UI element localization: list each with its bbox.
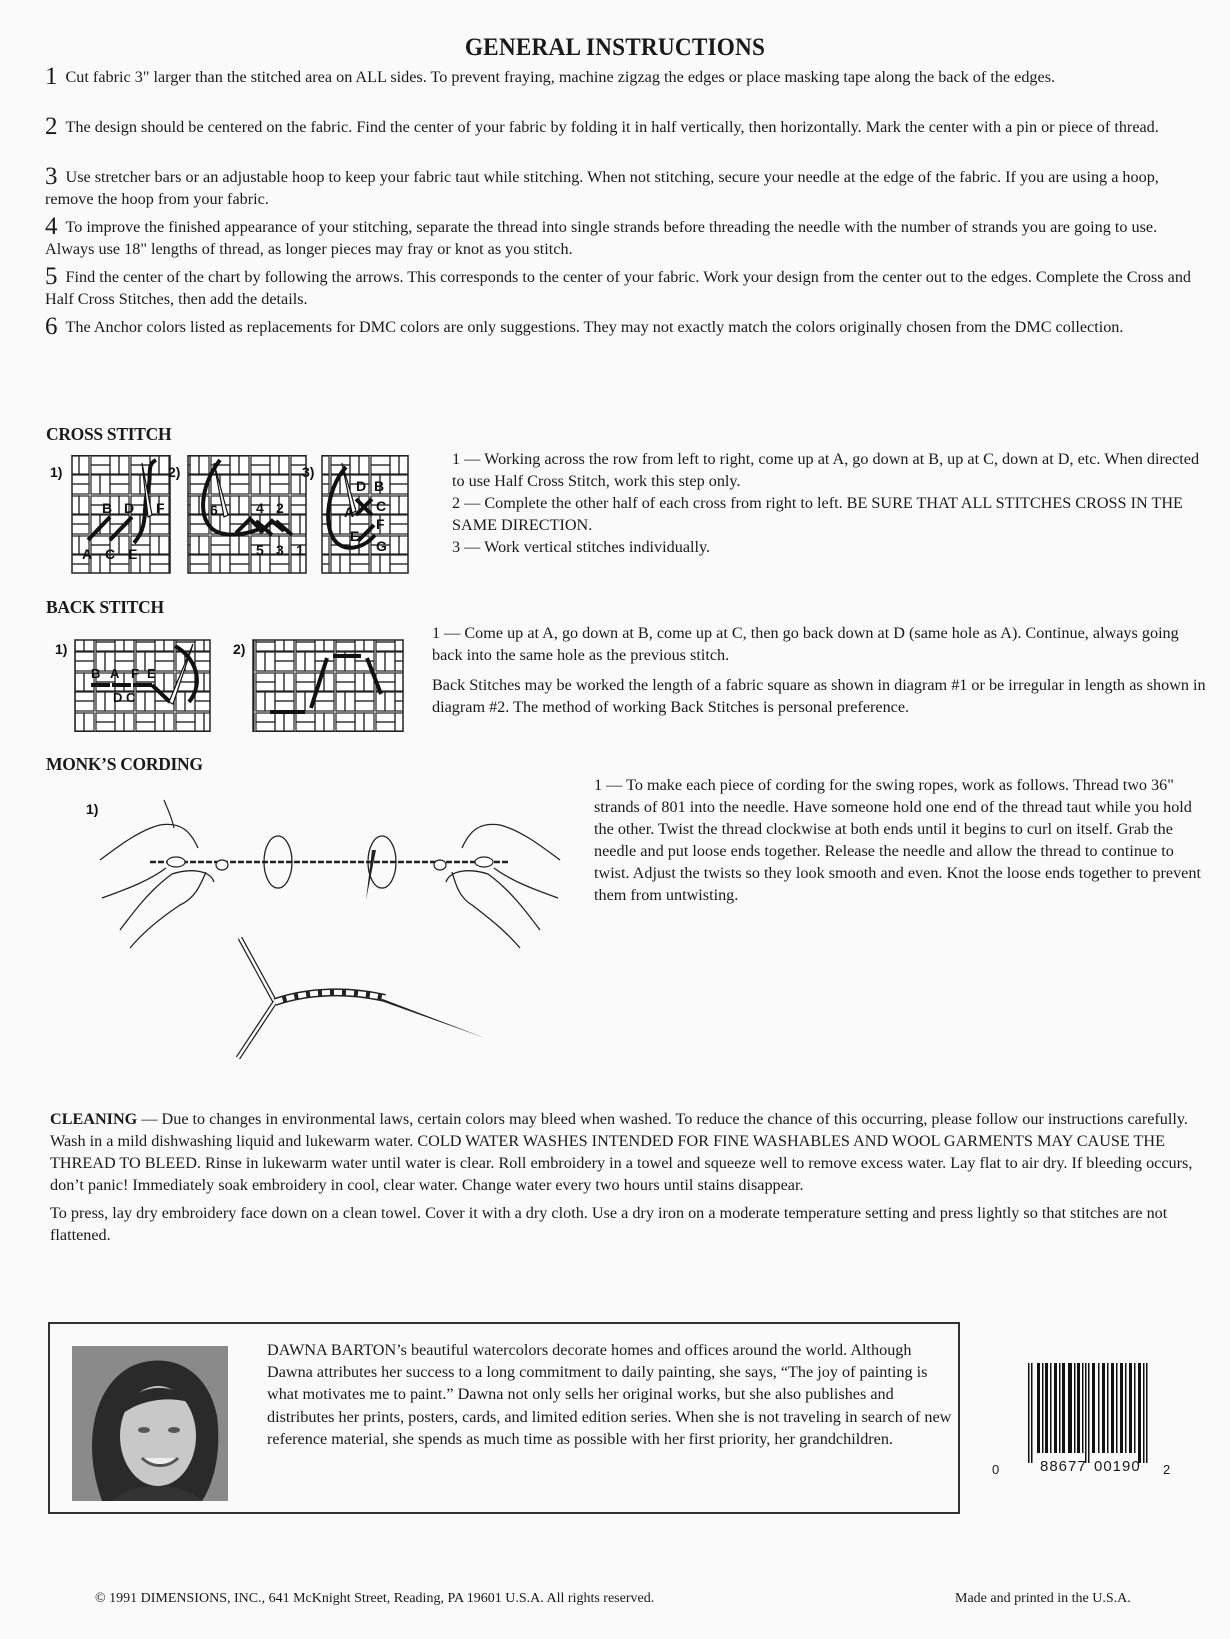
upc-barcode — [1010, 1360, 1165, 1478]
step-3 — [45, 163, 1205, 210]
back-stitch-instructions — [432, 622, 1207, 718]
barcode-middle-left: 88677 — [1040, 1458, 1087, 1475]
svg-text:3: 3 — [276, 542, 284, 558]
pressing-text: To press, lay dry embroidery face down on a clean towel. Cover it with a dry cloth. Use a dry iron on a moderate temperature setting and press lightly so that stitches are not flattened. — [50, 1204, 1168, 1244]
cross-stitch-diagrams — [50, 455, 410, 585]
artist-bio-text: DAWNA BARTON’s beautiful watercolors decorate homes and offices around the world. Although Dawna attributes her success to a long commitment to daily painting, she says, “The joy of painting is what motivates me to paint.” Dawna not only sells her original works, but she also publishes and distributes her prints, posters, cards, and limited edition series. When she is not traveling in search of new reference material, she spends as much time as possible with her first priority, her grandchildren. — [267, 1341, 952, 1448]
step-text: Use stretcher bars or an adjustable hoop to keep your fabric taut while stitching. When not stitching, secure your needle at the edge of the fabric. If you are using a hoop, remove the hoop from your fabric. — [45, 168, 1159, 208]
step-number: 1 — [45, 63, 58, 90]
svg-text:D: D — [356, 478, 367, 494]
step-text: To improve the finished appearance of your stitching, separate the thread into single strands before threading the needle with the number of strands you are going to use. Always use 18" lengths of thread, as longer pieces may fray or knot as you stitch. — [45, 218, 1158, 258]
svg-text:B: B — [102, 500, 113, 516]
svg-text:C: C — [376, 498, 387, 514]
svg-text:E: E — [147, 666, 156, 681]
step-5 — [45, 263, 1205, 310]
step-number: 4 — [45, 213, 58, 240]
svg-text:D: D — [124, 500, 135, 516]
monks-cording-diagram — [80, 790, 580, 1070]
step-text: Find the center of the chart by following the arrows. This corresponds to the center of your fabric. Work your design from the center out to the edges. Complete the Cross and Half Cross Stitches, then add the details. — [45, 268, 1192, 308]
svg-text:B: B — [91, 666, 101, 681]
svg-text:6: 6 — [210, 502, 218, 518]
svg-text:F: F — [131, 666, 139, 681]
barcode-right-digit: 2 — [1163, 1462, 1171, 1477]
svg-text:A: A — [110, 666, 120, 681]
back-stitch-note: Back Stitches may be worked the length of a fabric square as shown in diagram #1 or be irregular in length as shown in diagram #2. The method of working Back Stitches is personal preference. — [432, 676, 1206, 716]
svg-text:F: F — [376, 516, 385, 532]
cleaning-text: — Due to changes in environmental laws, certain colors may bleed when washed. To reduce the chance of this occurring, please follow our instructions carefully. Wash in a mild dishwashing liquid and lukewarm water. COLD WATER WASHES INTENDED FOR FINE WASHABLES AND WOOL GARMENTS MAY CAUSE THE THREAD TO BLEED. Rinse in lukewarm water until water is clear. Roll embroidery in a towel and squeeze well to remove excess water. Lay flat to air dry. If bleeding occurs, don’t panic! Immediately soak embroidery in cool, clear water. Change water every two hours until stains disappear. — [50, 1110, 1193, 1194]
portrait-image — [72, 1346, 228, 1501]
svg-text:A: A — [344, 504, 355, 520]
svg-text:C: C — [105, 546, 116, 562]
cross-stitch-step-2: 2 — Complete the other half of each cross from right to left. BE SURE THAT ALL STITCHES CROSS IN THE SAME DIRECTION. — [452, 494, 1183, 534]
svg-text:G: G — [376, 538, 387, 554]
step-text: Cut fabric 3" larger than the stitched area on ALL sides. To prevent fraying, machine zigzag the edges or place masking tape along the back of the edges. — [65, 68, 1056, 86]
cross-stitch-step-3: 3 — Work vertical stitches individually. — [452, 538, 711, 556]
monks-cording-instructions: 1 — To make each piece of cording for the swing ropes, work as follows. Thread two 36" strands of 801 into the needle. Have someone hold one end of the thread taut while you hold the other. Twist the thread clockwise at both ends until it begins to curl on itself. Grab the needle and put loose ends together. Release the needle and allow the thread to continue to twist. Adjust the twists so they look smooth and even. Knot the loose ends together to prevent them from untwisting. — [594, 776, 1201, 904]
step-number: 6 — [45, 313, 58, 340]
barcode-left-digit: 0 — [992, 1462, 1000, 1477]
step-number: 3 — [45, 163, 58, 190]
step-6 — [45, 313, 1205, 340]
svg-text:D: D — [113, 690, 123, 705]
svg-text:E: E — [128, 546, 138, 562]
svg-text:1): 1) — [86, 801, 99, 817]
cleaning-section — [50, 1108, 1210, 1246]
svg-text:2): 2) — [233, 641, 246, 657]
back-stitch-diagrams — [55, 632, 405, 732]
svg-text:3): 3) — [302, 464, 315, 480]
artist-photo — [72, 1346, 228, 1501]
svg-text:2): 2) — [168, 464, 181, 480]
cross-stitch-heading: CROSS STITCH — [46, 424, 172, 444]
svg-text:C: C — [126, 690, 136, 705]
svg-text:4: 4 — [256, 500, 264, 516]
copyright-notice: © 1991 DIMENSIONS, INC., 641 McKnight Street, Reading, PA 19601 U.S.A. All rights reserved. — [95, 1591, 655, 1606]
step-text: The Anchor colors listed as replacements for DMC colors are only suggestions. They may not exactly match the colors originally chosen from the DMC collection. — [65, 318, 1124, 336]
step-4 — [45, 213, 1205, 260]
page-title: GENERAL INSTRUCTIONS — [464, 34, 766, 61]
svg-text:A: A — [82, 546, 93, 562]
cross-stitch-step-1: 1 — Working across the row from left to right, come up at A, go down at B, up at C, down at D, etc. When directed to use Half Cross Stitch, work this step only. — [452, 450, 1200, 490]
barcode-middle-right: 00190 — [1094, 1458, 1141, 1475]
svg-text:1: 1 — [296, 542, 304, 558]
step-2 — [45, 113, 1205, 140]
svg-text:E: E — [350, 528, 360, 544]
svg-text:F: F — [156, 500, 165, 516]
step-text: The design should be centered on the fabric. Find the center of your fabric by folding it in half vertically, then horizontally. Mark the center with a pin or piece of thread. — [65, 118, 1159, 136]
svg-text:2: 2 — [276, 500, 284, 516]
step-1 — [45, 63, 1205, 90]
svg-text:B: B — [374, 478, 385, 494]
svg-text:1): 1) — [55, 641, 68, 657]
step-number: 2 — [45, 113, 58, 140]
back-stitch-step-1: 1 — Come up at A, go down at B, come up at C, then go back down at D (same hole as A). Continue, always going back into the same hole as the previous stitch. — [432, 624, 1179, 664]
made-in-notice: Made and printed in the U.S.A. — [955, 1591, 1131, 1606]
step-number: 5 — [45, 263, 58, 290]
svg-text:1): 1) — [50, 464, 63, 480]
cross-stitch-instructions — [452, 448, 1207, 558]
monks-cording-heading: MONK’S CORDING — [46, 754, 203, 774]
svg-text:5: 5 — [256, 542, 264, 558]
cleaning-label: CLEANING — [50, 1110, 138, 1128]
back-stitch-heading: BACK STITCH — [46, 597, 164, 617]
